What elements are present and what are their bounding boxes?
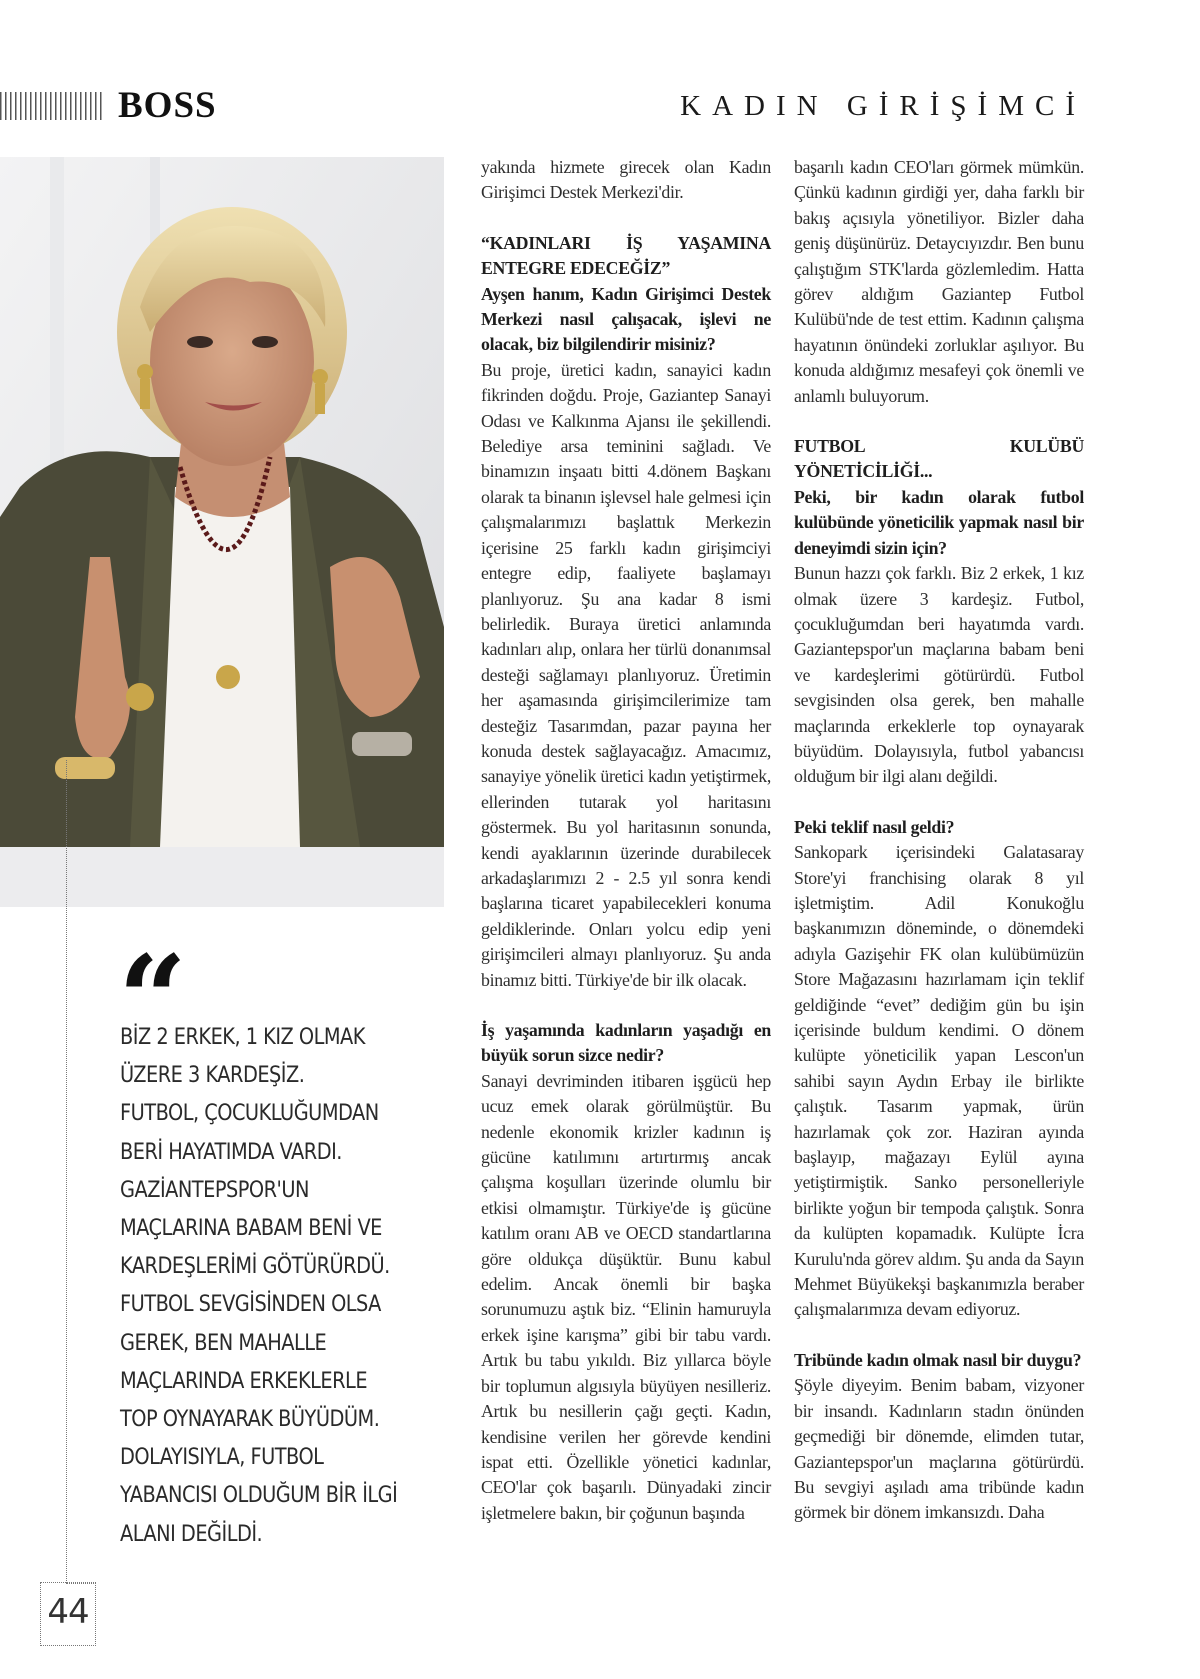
pull-quote-line: FUTBOL, ÇOCUKLUĞUMDAN [120,1100,379,1127]
paragraph: Sankopark içerisindeki Galatasaray Store'yi franchising olarak 8 yıl işletmiştim. Adil Konukoğlu başkanımızın döneminde, o dönemdeki adıyla Gazişehir FK olan kulübümüzün Store Mağazasını hazırlamam için teklif geldiğinde “evet” dediğim gün bu işin içerisinde buldum kendimi. O dönem kulüpte yöneticilik yapan Lescon'un sahibi sayın Aydın Erbay ile birlikte çalıştık. Tasarım yapmak, ürün hazırlamak çok zor. Haziran ayında başlayıp, mağazayı Eylül ayına yetiştirmiştik. Sanko personelleriyle birlikte yoğun bir tempoda çalıştık. Sonra da kulüpten kopamadık. Kulüpte İcra Kurulu'nda görev aldım. Şu anda da Sayın Mehmet Büyükekşi başkanımızla beraber çalışmalarımıza devam ediyoruz. [794,842,1084,1320]
pull-quote-line: ALANI DEĞİLDİ. [120,1520,263,1547]
article-column-middle [481,155,771,1526]
pull-quote-line: FUTBOL SEVGİSİNDEN OLSA [120,1291,381,1318]
pull-quote-line: BİZ 2 ERKEK, 1 KIZ OLMAK [120,1024,365,1050]
question: İş yaşamında kadınların yaşadığı en büyük sorun sizce nedir? [481,1020,771,1066]
pull-quote-line: BERİ HAYATIMDA VARDI. [120,1138,342,1165]
article-column-right [794,155,1084,1526]
subheading: FUTBOL KULÜBÜ YÖNETİCİLİĞİ... [794,436,1084,482]
paragraph: yakında hizmete girecek olan Kadın Girişimci Destek Merkezi'dir. [481,157,771,203]
pull-quote-guide-line [66,760,67,1583]
question: Ayşen hanım, Kadın Girişimci Destek Merkezi nasıl çalışacak, işlevi ne olacak, biz bilgilendirir misiniz? [481,283,771,355]
question: Peki, bir kadın olarak futbol kulübünde yöneticilik yapmak nasıl bir deneyimdi sizin için? [794,486,1084,558]
question: Tribünde kadın olmak nasıl bir duygu? [794,1349,1082,1370]
paragraph: Bu proje, üretici kadın, sanayici kadın fikrinden doğdu. Proje, Gaziantep Sanayi Odası ve Kalkınma Ajansı ile şekillendi. Belediye arsa teminini sağladı. Ve binamızın inşaatı bitti 4.dönem Başkanı olarak ta binanın işlevsel hale gelmesi için çalışmalarımızı başlattık Merkezin içerisine 25 farklı kadın girişimciyi entegre edip, faaliyete başlamayı planlıyoruz. Şu ana kadar 8 ismi belirledik. Buraya üretici anlamında kadınları alıp, onlara her türlü donanımsal desteği sağlamayı planlıyoruz. Üretimin her aşamasında girişimcilerimize tam desteğiz Tasarımdan, pazar payına her konuda destek sağlayacağız. Amacımız, sanayiye yönelik üretici kadın yetiştirmek, ellerinden tutarak yol haritasını göstermek. Bu yol haritasının sonunda, kendi ayaklarının üzerinde durabilecek arkadaşlarımızı 2 - 2.5 yıl sonra kendi başlarına ticaret yapabilecekleri konuma geldiklerinde. Onları yolcu edip yeni girişimcileri almayı planlıyoruz. Şu anda binamız bitti. Türkiye'de bir ilk olacak. [481,359,771,990]
pull-quote-line: DOLAYISIYLA, FUTBOL [120,1444,324,1471]
pull-quote-line: MAÇLARINDA ERKEKLERLE [120,1367,368,1394]
masthead-stripe-decoration [0,92,104,120]
pull-quote-line: TOP OYNAYARAK BÜYÜDÜM. [120,1406,380,1433]
pull-quote-line: GEREK, BEN MAHALLE [120,1329,327,1356]
pull-quote-line: ÜZERE 3 KARDEŞİZ. [120,1062,305,1089]
quote-mark-icon: “ [118,929,188,1070]
pull-quote-line: MAÇLARINA BABAM BENİ VE [120,1215,382,1242]
paragraph: Bunun hazzı çok farklı. Biz 2 erkek, 1 kız olmak üzere 3 kardeşiz. Futbol, çocukluğumdan beri hayatımda vardı. Gaziantepspor'un maçlarına babam beni ve kardeşlerimi götürürdü. Futbol sevgisinden olsa gerek, ben mahalle maçlarında erkeklerle top oynayarak büyüdüm. Dolayısıyla, futbol yabancısı olduğum bir ilgi alanı değildi. [794,563,1084,787]
paragraph: başarılı kadın CEO'ları görmek mümkün. Çünkü kadının girdiği yer, daha farklı bir bakış açısıyla yönetiliyor. Bizler daha geniş düşünürüz. Detaycıyızdır. Ben bunu çalıştığım STK'larda gözlemledim. Hatta görev aldığım Gaziantep Futbol Kulübü'nde de test ettim. Kadının çalışma hayatının önündeki zorluklar aşılıyor. Bu konuda aldığımız mesafeyi çok önemli ve anlamlı buluyorum. [794,157,1084,406]
pull-quote-line: YABANCISI OLDUĞUM BİR İLGİ [120,1482,398,1509]
magazine-logo: BOSS [118,85,217,126]
section-title: KADIN GİRİŞİMCİ [680,90,1086,122]
subheading: “KADINLARI İŞ YAŞAMINA ENTEGRE EDECEĞİZ” [481,232,771,279]
pull-quote-line: GAZİANTEPSPOR'UN [120,1176,309,1203]
pull-quote-line: KARDEŞLERİMİ GÖTÜRÜRDÜ. [120,1253,390,1280]
question: Peki teklif nasıl geldi? [794,816,955,837]
pull-quote [120,1018,421,1553]
paragraph: Sanayi devriminden itibaren işgücü hep ucuz emek olarak görülmüştür. Bu nedenle ekonomik krizler kadının iş gücüne katılımını artırtırmış ancak çalışma koşulları üzerinde olumlu bir etkisi olmamıştır. Türkiye'de iş gücüne katılım oranı AB ve OECD standartlarına göre oldukça düşüktür. Bunu kabul edelim. Ancak önemli bir başka sorunumuzu aştık biz. “Elinin hamuruyla erkek işine karışma” gibi bir tabu vardı. Artık bu tabu yıkıldı. Biz yıllarca böyle bir toplumun algısıyla büyüyen nesilleriz. Artık bu nesillerin çağı geçti. Kadın, kendisine verilen her görevde kendini ispat etti. Özellikle yönetici kadınlar, CEO'lar çok başarılı. Dünyadaki zincir işletmelere bakın, bir çoğunun başında [481,1070,771,1523]
page-number: 44 [47,1592,89,1632]
paragraph: Şöyle diyeyim. Benim babam, vizyoner bir insandı. Kadınların stadın önünden geçmediği bir dönemde, elimden tutar, Gaziantepspor'un maçlarına götürürdü. Bu sevgiyi aşıladı ama tribünde kadın görmek bir dönem imkansızdı. Daha [794,1375,1084,1523]
